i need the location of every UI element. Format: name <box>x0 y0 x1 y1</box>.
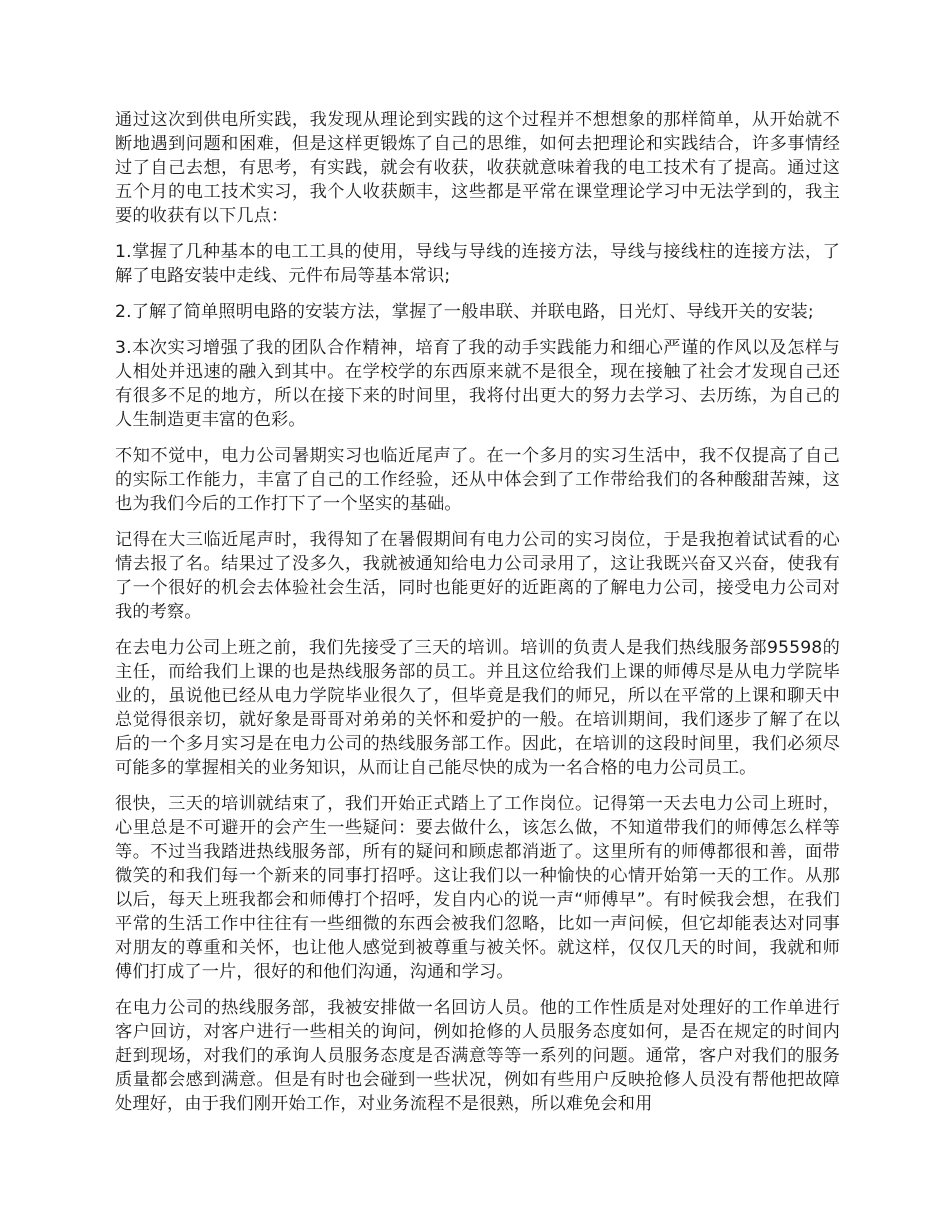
paragraph-point-2: 2.了解了简单照明电路的安装方法，掌握了一般串联、并联电路，日光灯、导线开关的安装; <box>115 302 814 322</box>
document-body <box>115 108 840 1128</box>
paragraph-training: 在去电力公司上班之前，我们先接受了三天的培训。培训的负责人是我们热线服务部95598的主任，而给我们上课的也是热线服务部的员工。并且这位给我们上课的师傅尽是从电力学院毕业的，虽说他已经从电力学院毕业很久了，但毕竟是我们的师兄，所以在平常的上课和聊天中总觉得很亲切，就好象是哥哥对弟弟的关怀和爱护的一般。在培训期间，我们逐步了解了在以后的一个多月实习是在电力公司的热线服务部工作。因此，在培训的这段时间里，我们必须尽可能多的掌握相关的业务知识，从而让自己能尽快的成为一名合格的电力公司员工。 <box>115 638 840 778</box>
paragraph-hotline-work: 在电力公司的热线服务部，我被安排做一名回访人员。他的工作性质是对处理好的工作单进行客户回访，对客户进行一些相关的询问，例如抢修的人员服务态度如何，是否在规定的时间内赶到现场，对我们的承询人员服务态度是否满意等等一系列的问题。通常，客户对我们的服务质量都会感到满意。但是有时也会碰到一些状况，例如有些用户反映抢修人员没有帮他把故障处理好，由于我们刚开始工作，对业务流程不是很熟，所以难免会和用 <box>115 998 840 1114</box>
paragraph-first-days: 很快，三天的培训就结束了，我们开始正式踏上了工作岗位。记得第一天去电力公司上班时，心里总是不可避开的会产生一些疑问：要去做什么，该怎么做，不知道带我们的师傅怎么样等等。不过当我踏进热线服务部，所有的疑问和顾虑都消逝了。这里所有的师傅都很和善，面带微笑的和我们每一个新来的同事打招呼。这让我们以一种愉快的心情开始第一天的工作。从那以后，每天上班我都会和师傅打个招呼，发自内心的说一声“师傅早”。有时候我会想，在我们平常的生活工作中往往有一些细微的东西会被我们忽略，比如一声问候，但它却能表达对同事对朋友的尊重和关怀，也让他人感觉到被尊重与被关怀。就这样，仅仅几天的时间，我就和师傅们打成了一片，很好的和他们沟通，沟通和学习。 <box>115 794 840 982</box>
paragraph-point-1: 1.掌握了几种基本的电工工具的使用，导线与导线的连接方法，导线与接线柱的连接方法，了解了电路安装中走线、元件布局等基本常识; <box>115 242 840 286</box>
paragraph-intro: 通过这次到供电所实践，我发现从理论到实践的这个过程并不想想象的那样简单，从开始就不断地遇到问题和困难，但是这样更锻炼了自己的思维，如何去把理论和实践结合，许多事情经过了自己去想，有思考，有实践，就会有收获，收获就意味着我的电工技术有了提高。通过这五个月的电工技术实习，我个人收获颇丰，这些都是平常在课堂理论学习中无法学到的，我主要的收获有以下几点： <box>115 110 840 226</box>
paragraph-summer-internship: 不知不觉中，电力公司暑期实习也临近尾声了。在一个多月的实习生活中，我不仅提高了自己的实际工作能力，丰富了自己的工作经验，还从中体会到了工作带给我们的各种酸甜苦辣，这也为我们今后的工作打下了一个坚实的基础。 <box>115 446 840 514</box>
paragraph-point-3: 3.本次实习增强了我的团队合作精神，培育了我的动手实践能力和细心严谨的作风以及怎样与人相处并迅速的融入到其中。在学校学的东西原来就不是很全，现在接触了社会才发现自己还有很多不足的地方，所以在接下来的时间里，我将付出更大的努力去学习、去历练，为自己的人生制造更丰富的色彩。 <box>115 338 840 430</box>
paragraph-application: 记得在大三临近尾声时，我得知了在暑假期间有电力公司的实习岗位，于是我抱着试试看的心情去报了名。结果过了没多久，我就被通知给电力公司录用了，这让我既兴奋又兴奋，使我有了一个很好的机会去体验社会生活，同时也能更好的近距离的了解电力公司，接受电力公司对我的考察。 <box>115 530 840 622</box>
